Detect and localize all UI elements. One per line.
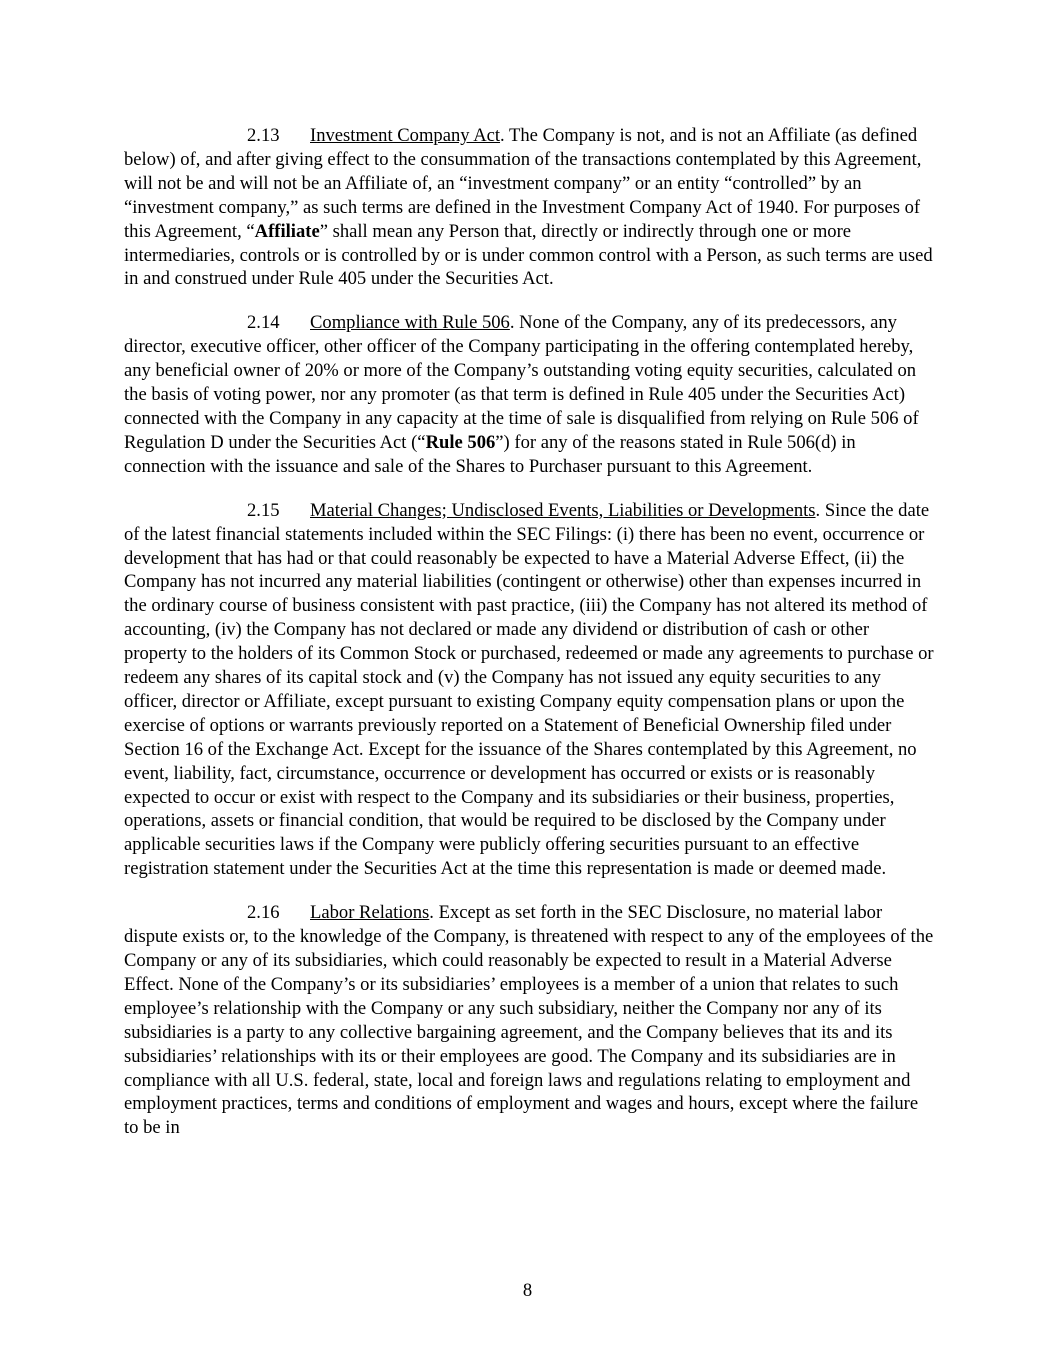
section-text: . Since the date of the latest financial statements included within the SEC Filings: (i) there has been no event, occurrence or development that has had or that could reasonably be expected to have a Material Adverse Effect, (ii) the Company has not incurred any material liabilities (contingent or otherwise) other than expenses incurred in the ordinary course of business consistent with past practice, (iii) the Company has not altered its method of accounting, (iv) the Company has not declared or made any dividend or distribution of cash or other property to the holders of its Common Stock or purchased, redeemed or made any agreements to purchase or redeem any shares of its capital stock and (v) the Company has not issued any equity securities to any officer, director or Affiliate, except pursuant to existing Company equity compensation plans or upon the exercise of options or warrants previously reported on a Statement of Beneficial Ownership filed under Section 16 of the Exchange Act. Except for the issuance of the Shares contemplated by this Agreement, no event, liability, fact, circumstance, occurrence or development has occurred or exists or is reasonably expected to occur or exist with respect to the Company and its subsidiaries or their business, properties, operations, assets or financial condition, that would be required to be disclosed by the Company under applicable securities laws if the Company were publicly offering securities pursuant to an effective registration statement under the Securities Act at the time this representation is made or deemed made. — [124, 499, 934, 880]
page-number: 8 — [522, 1280, 533, 1301]
section-heading: Material Changes; Undisclosed Events, Liabilities or Developments — [310, 499, 816, 521]
section-text: ”) for any of the reasons stated in Rule 506(d) in connection with the issuance and sale of the Shares to Purchaser pursuant to this Agreement. — [124, 431, 856, 477]
section-text: . The Company is not, and is not an Affiliate (as defined below) of, and after giving effect to the consummation of the transactions contemplated by this Agreement, will not be and will not be an Affiliate of, an “investment company” or an entity “controlled” by an “investment company,” as such terms are defined in the Investment Company Act of 1940. For purposes of this Agreement, “ — [124, 125, 922, 242]
defined-term: Affiliate — [254, 220, 320, 242]
section-2-13 — [124, 124, 934, 291]
document-body — [124, 124, 934, 1160]
section-text: . Except as set forth in the SEC Disclosure, no material labor dispute exists or, to the knowledge of the Company, is threatened with respect to any of the employees of the Company or any of its subsidiaries, which could reasonably be expected to result in a Material Adverse Effect. None of the Company’s or its subsidiaries’ employees is a member of a union that relates to such employee’s relationship with the Company or any such subsidiary, neither the Company nor any of its subsidiaries is a party to any collective bargaining agreement, and the Company believes that its and its subsidiaries’ relationships with its or their employees are good. The Company and its subsidiaries are in compliance with all U.S. federal, state, local and foreign laws and regulations relating to employment and employment practices, terms and conditions of employment and wages and hours, except where the failure to be in — [124, 902, 934, 1139]
section-number: 2.15 — [247, 499, 280, 521]
section-2-16 — [124, 901, 934, 1140]
section-text: . None of the Company, any of its predecessors, any director, executive officer, other officer of the Company participating in the offering contemplated hereby, any beneficial owner of 20% or more of the Company’s outstanding voting equity securities, calculated on the basis of voting power, nor any promoter (as that term is defined in Rule 405 under the Securities Act) connected with the Company in any capacity at the time of sale is disqualified from relying on Rule 506 of Regulation D under the Securities Act (“ — [124, 312, 919, 453]
defined-term: Rule 506 — [425, 431, 496, 453]
section-2-14 — [124, 311, 934, 478]
section-heading: Investment Company Act — [310, 125, 501, 146]
section-number: 2.16 — [247, 902, 280, 924]
section-heading: Compliance with Rule 506 — [310, 312, 510, 334]
section-number: 2.14 — [247, 312, 280, 334]
section-text: ” shall mean any Person that, directly or indirectly through one or more intermediaries, controls or is controlled by or is under common control with a Person, as such terms are used in and construed under Rule 405 under the Securities Act. — [124, 220, 933, 290]
section-heading: Labor Relations — [310, 902, 430, 924]
section-number: 2.13 — [247, 125, 280, 146]
section-2-15 — [124, 499, 934, 882]
